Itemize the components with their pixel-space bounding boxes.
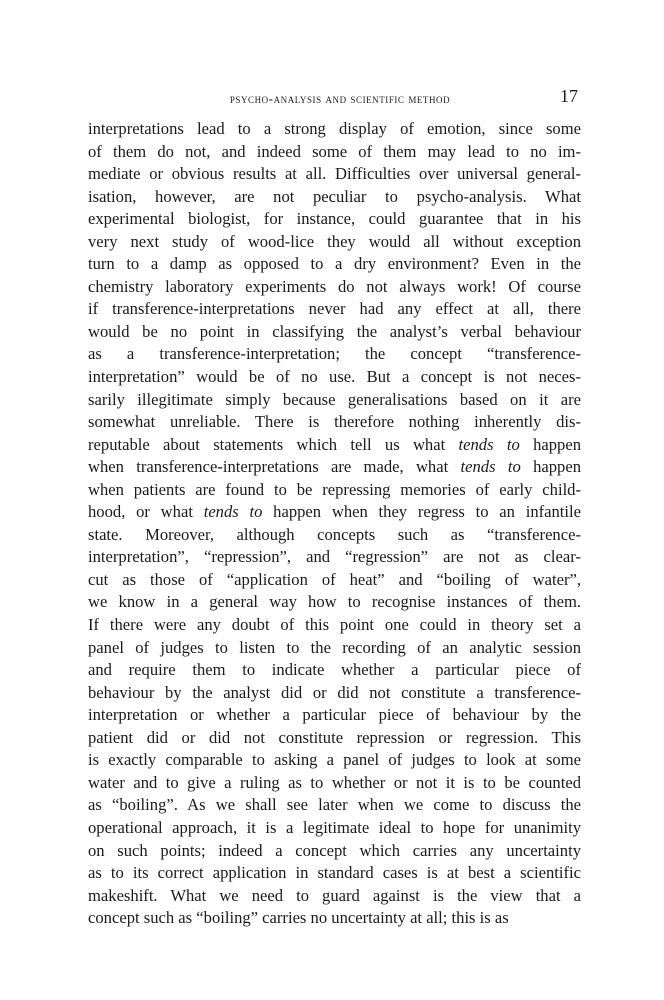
text-segment: operational approach, it is a legitimate ideal to hope for unanimity	[88, 817, 581, 837]
text-line	[88, 862, 581, 885]
body-text	[88, 118, 581, 930]
text-segment: interpretations lead to a strong display of emotion, since some	[88, 119, 581, 138]
text-line	[88, 840, 581, 863]
text-line	[88, 298, 581, 321]
text-line	[88, 321, 581, 344]
text-segment: water and to give a ruling as to whether or not it is to be counted	[88, 772, 581, 792]
text-line	[88, 817, 581, 840]
text-line	[88, 546, 581, 569]
text-segment: if transference-interpretations never had any effect at all, there	[88, 299, 581, 319]
text-line	[88, 591, 581, 614]
text-line	[88, 659, 581, 682]
text-line	[88, 704, 581, 727]
text-line	[88, 569, 581, 592]
text-line	[88, 411, 581, 434]
text-line	[88, 141, 581, 164]
text-segment: and require them to indicate whether a particular piece of	[88, 660, 581, 680]
text-segment: chemistry laboratory experiments do not always work! Of course	[88, 276, 581, 296]
text-segment: happen	[520, 457, 581, 477]
text-segment: cut as those of “application of heat” and “boiling of water”,	[88, 569, 581, 589]
text-line	[88, 118, 581, 141]
italic-phrase: tends to	[458, 434, 520, 454]
text-line	[88, 614, 581, 637]
text-segment: as “boiling”. As we shall see later when we come to discuss the	[88, 795, 581, 815]
text-segment: experimental biologist, for instance, could guarantee that in his	[88, 209, 581, 229]
text-line	[88, 163, 581, 186]
text-line	[88, 456, 581, 479]
text-line	[88, 772, 581, 795]
running-head-title: psycho-analysis and scientific method	[229, 91, 451, 106]
text-line	[88, 727, 581, 750]
text-segment: behaviour by the analyst did or did not constitute a transference-	[88, 682, 581, 702]
text-line	[88, 434, 581, 457]
text-segment: state. Moreover, although concepts such as “transference-	[88, 524, 581, 544]
text-line	[88, 276, 581, 299]
text-segment: as a transference-interpretation; the concept “transference-	[88, 344, 581, 364]
text-segment: mediate or obvious results at all. Difficulties over universal general-	[88, 164, 581, 184]
text-line	[88, 885, 581, 908]
text-segment: very next study of wood-lice they would all without exception	[88, 231, 581, 251]
text-segment: interpretation or whether a particular piece of behaviour by the	[88, 705, 581, 725]
text-line	[88, 501, 581, 524]
text-segment: turn to a damp as opposed to a dry environment? Even in the	[88, 254, 581, 274]
text-segment: panel of judges to listen to the recording of an analytic session	[88, 637, 581, 657]
text-segment: isation, however, are not peculiar to psycho-analysis. What	[88, 186, 581, 206]
text-segment: of them do not, and indeed some of them may lead to no im-	[88, 141, 581, 161]
text-line	[88, 343, 581, 366]
text-line	[88, 366, 581, 389]
text-segment: interpretation”, “repression”, and “regression” are not as clear-	[88, 547, 581, 567]
text-segment: would be no point in classifying the analyst’s verbal behaviour	[88, 321, 581, 341]
text-segment: when transference-interpretations are made, what	[88, 457, 461, 477]
text-segment: hood, or what	[88, 502, 204, 522]
text-line	[88, 637, 581, 660]
text-segment: concept such as “boiling” carries no uncertainty at all; this is as	[88, 908, 509, 928]
text-segment: reputable about statements which tell us what	[88, 434, 459, 454]
italic-phrase: tends to	[203, 502, 263, 522]
text-segment: makeshift. What we need to guard against is the view that a	[88, 885, 581, 905]
text-segment: happen	[519, 434, 581, 454]
text-line	[88, 186, 581, 209]
text-line	[88, 253, 581, 276]
text-line	[88, 682, 581, 705]
text-segment: If there were any doubt of this point one could in theory set a	[88, 615, 581, 635]
text-line	[88, 907, 581, 930]
italic-phrase: tends to	[460, 457, 521, 477]
text-segment: patient did or did not constitute repression or regression. This	[88, 727, 581, 747]
text-segment: when patients are found to be repressing memories of early child-	[88, 479, 581, 499]
text-line	[88, 389, 581, 412]
text-line	[88, 749, 581, 772]
text-segment: interpretation” would be of no use. But a concept is not neces-	[88, 367, 581, 387]
text-line	[88, 479, 581, 502]
text-segment: on such points; indeed a concept which carries any uncertainty	[88, 840, 581, 860]
text-line	[88, 231, 581, 254]
text-line	[88, 794, 581, 817]
text-segment: we know in a general way how to recognise instances of them.	[88, 592, 581, 612]
text-segment: is exactly comparable to asking a panel of judges to look at some	[88, 750, 581, 770]
page-number: 17	[560, 86, 578, 106]
text-segment: somewhat unreliable. There is therefore nothing inherently dis-	[88, 412, 581, 432]
text-line	[88, 208, 581, 231]
text-segment: sarily illegitimate simply because generalisations based on it are	[88, 389, 581, 409]
text-line	[88, 524, 581, 547]
text-segment: as to its correct application in standard cases is at best a scientific	[88, 863, 581, 883]
text-segment: happen when they regress to an infantile	[262, 502, 581, 522]
